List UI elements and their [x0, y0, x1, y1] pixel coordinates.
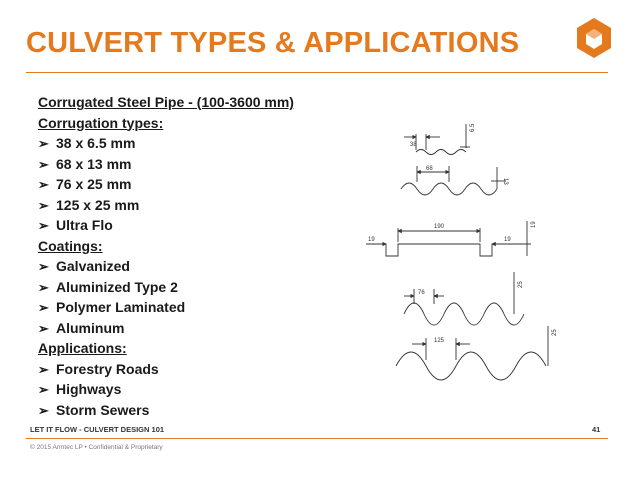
- dim-label: 190: [434, 224, 445, 230]
- bullet-arrow-icon: ➢: [38, 382, 49, 397]
- application-item: Forestry Roads: [56, 360, 159, 377]
- bullet-arrow-icon: ➢: [38, 259, 49, 274]
- bullet-arrow-icon: ➢: [38, 136, 49, 151]
- corrugation-item: Ultra Flo: [56, 217, 113, 233]
- applications-heading: Applications:: [38, 340, 127, 356]
- bullet-arrow-icon: ➢: [38, 361, 49, 377]
- list-item: [38, 195, 318, 216]
- coating-item: Polymer Laminated: [56, 299, 186, 315]
- bullet-arrow-icon: ➢: [38, 218, 49, 233]
- application-item: Storm Sewers: [56, 401, 150, 418]
- list-item: [38, 277, 318, 298]
- coatings-heading: Coatings:: [38, 237, 103, 254]
- dim-label: 25: [552, 329, 558, 336]
- footer-rule: [26, 438, 608, 439]
- bullet-arrow-icon: ➢: [38, 402, 49, 418]
- bullet-arrow-icon: ➢: [38, 177, 49, 192]
- dim-label: 13: [502, 178, 508, 185]
- dim-label: 19: [504, 237, 511, 243]
- profile-76: [404, 272, 524, 325]
- bullet-arrow-icon: ➢: [38, 279, 49, 295]
- profile-68: [401, 166, 506, 195]
- title-rule: [26, 72, 608, 73]
- corrugation-heading: Corrugation types:: [38, 114, 164, 131]
- dim-label: 38: [410, 142, 417, 148]
- dim-label: 6.5: [470, 123, 476, 132]
- coating-item: Aluminized Type 2: [56, 278, 178, 295]
- dim-label: 19: [368, 237, 375, 243]
- list-item: [38, 297, 318, 318]
- bullet-arrow-icon: ➢: [38, 300, 49, 315]
- dim-label: 19: [531, 221, 537, 228]
- dim-label: 68: [426, 166, 433, 172]
- list-item: [38, 174, 318, 195]
- footer-course-title: LET IT FLOW - CULVERT DESIGN 101: [30, 425, 165, 434]
- page-number: 41: [592, 425, 601, 434]
- list-item: [38, 133, 318, 154]
- list-item: [38, 154, 318, 175]
- corrugation-item: 76 x 25 mm: [56, 176, 132, 192]
- list-item: [38, 318, 318, 339]
- corrugation-item: 125 x 25 mm: [56, 196, 140, 213]
- list-item: [38, 359, 318, 380]
- application-item: Highways: [56, 381, 122, 397]
- corrugation-item: 68 x 13 mm: [56, 155, 132, 172]
- list-item: [38, 256, 318, 277]
- list-item: [38, 400, 318, 421]
- bullet-arrow-icon: ➢: [38, 156, 49, 172]
- bullet-arrow-icon: ➢: [38, 320, 49, 336]
- profile-125: [396, 326, 548, 380]
- list-item: [38, 379, 318, 400]
- dim-label: 76: [418, 290, 425, 296]
- spec-list: [38, 92, 318, 420]
- dim-label: 125: [434, 338, 445, 344]
- bullet-arrow-icon: ➢: [38, 197, 49, 213]
- profile-38: [404, 124, 470, 155]
- corrugation-profiles-diagram: [356, 104, 606, 390]
- pipe-title: Corrugated Steel Pipe - (100-3600 mm): [38, 94, 294, 110]
- coating-item: Aluminum: [56, 319, 125, 336]
- copyright-notice: © 2015 Armtec LP • Confidential & Proprietary: [30, 444, 163, 451]
- hexagon-logo-icon: [574, 16, 614, 60]
- coating-item: Galvanized: [56, 258, 130, 274]
- dim-label: 25: [518, 281, 524, 288]
- list-item: [38, 215, 318, 236]
- corrugation-item: 38 x 6.5 mm: [56, 135, 136, 151]
- slide-title: CULVERT TYPES & APPLICATIONS: [26, 27, 520, 59]
